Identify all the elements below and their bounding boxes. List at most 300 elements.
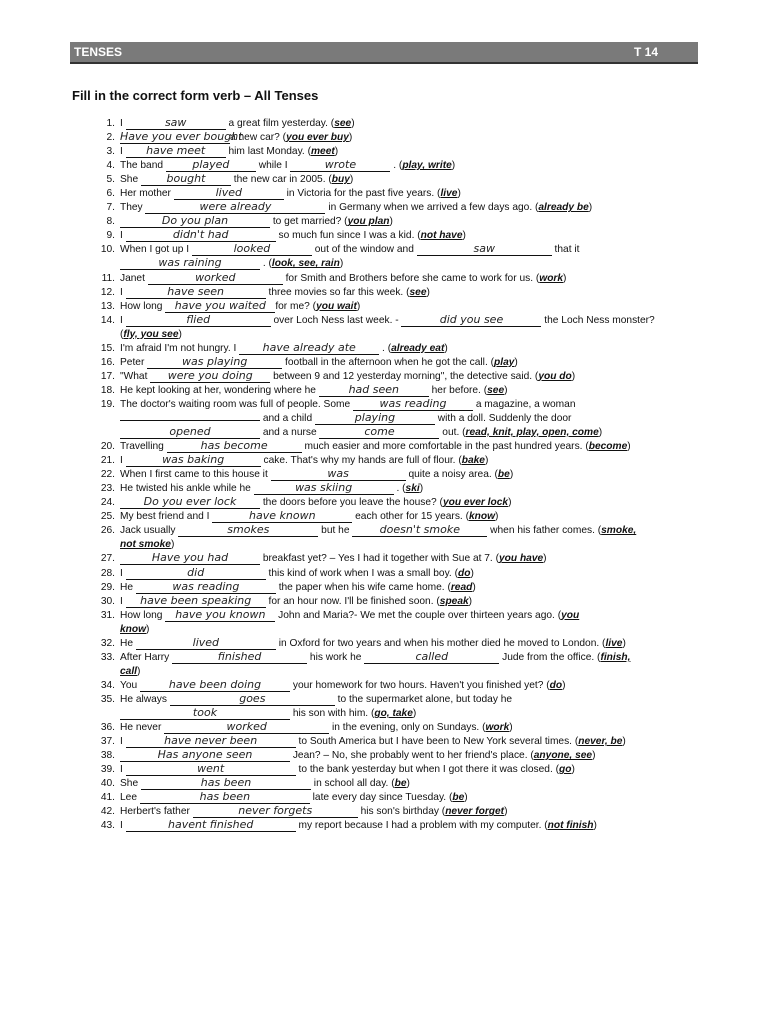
exercise-text: . ( [393, 483, 406, 495]
exercise-continuation [93, 412, 693, 426]
exercise-sentence [120, 623, 693, 637]
exercise-text: ) [339, 258, 344, 270]
answer-blank[interactable]: smokes [178, 524, 318, 537]
answer-blank[interactable]: have seen [126, 286, 266, 299]
answer-blank[interactable]: were already [145, 201, 325, 214]
exercise-text: Jude from the office. ( [499, 651, 601, 663]
exercise-text: Herbert's father [120, 806, 193, 818]
exercise-number: 28. [100, 567, 115, 579]
exercise-row [93, 496, 693, 510]
exercise-row [93, 749, 693, 763]
verb-hint: smoke, [601, 525, 637, 537]
exercise-sentence [120, 145, 693, 159]
answer-blank[interactable]: worked [148, 272, 283, 285]
verb-hint: fly, you see [123, 328, 179, 340]
answer-blank[interactable]: had seen [319, 384, 429, 397]
exercise-text: the Loch Ness monster? [541, 314, 655, 326]
exercise-text: ) [509, 722, 513, 734]
exercise-number: 2. [106, 132, 115, 144]
exercise-text: his son with him. ( [290, 707, 375, 719]
exercise-sentence [120, 342, 693, 356]
exercise-text: for Smith and Brothers before she came to work for us. ( [282, 272, 540, 284]
answer-blank[interactable]: Do you ever lock [120, 496, 260, 509]
verb-hint: not finish [547, 820, 594, 832]
exercise-sentence [120, 159, 693, 173]
exercise-text: my report because I had a problem with my computer. ( [295, 820, 548, 832]
exercise-text: ) [562, 679, 566, 691]
answer-blank[interactable] [120, 420, 260, 421]
exercise-row [93, 173, 693, 187]
exercise-number: 20. [100, 441, 115, 453]
exercise-text: You [120, 679, 141, 691]
answer-blank[interactable]: looked [192, 243, 312, 256]
verb-hint: not have [420, 230, 463, 242]
exercise-text: ) [468, 595, 473, 607]
answer-blank[interactable]: havent finished [126, 819, 296, 832]
exercise-text: ) [351, 118, 355, 129]
answer-blank[interactable]: saw [417, 243, 552, 256]
answer-blank[interactable]: lived [174, 187, 284, 200]
exercise-text: ) [412, 707, 417, 719]
exercise-sentence [120, 791, 693, 805]
exercise-number: 39. [100, 764, 115, 776]
exercise-number-spacer [93, 707, 120, 721]
exercise-text: The doctor's waiting room was full of people. Some [120, 398, 353, 410]
exercise-text: When I got up I [120, 244, 192, 256]
exercise-text: I [120, 595, 126, 607]
exercise-text: He [120, 637, 136, 649]
exercise-text: ) [137, 665, 141, 677]
exercise-text: ) [598, 427, 603, 439]
verb-hint: finish, [600, 651, 631, 663]
exercise-row [93, 609, 693, 623]
exercise-text: ) [178, 328, 182, 340]
verb-hint: see [334, 118, 352, 129]
exercise-number: 29. [100, 581, 115, 593]
exercise-row [93, 356, 693, 370]
exercise-text: ) [389, 216, 393, 228]
verb-hint: you ever lock [442, 497, 509, 509]
exercise-text: ) [464, 792, 468, 804]
exercise-sentence [120, 440, 693, 454]
exercise-number: 26. [100, 525, 115, 537]
exercise-text: She [120, 778, 141, 790]
header-bar [70, 42, 698, 64]
exercise-sentence [120, 581, 693, 595]
exercise-sentence [120, 763, 693, 777]
exercise-text: John and Maria?- We met the couple over thirteen years ago. ( [275, 609, 562, 621]
exercise-text: He twisted his ankle while he [120, 483, 254, 495]
exercise-text: ) [509, 469, 514, 481]
exercise-text: a great film yesterday. ( [225, 118, 335, 129]
exercise-row [93, 117, 693, 131]
exercise-row [93, 187, 693, 201]
exercise-continuation [93, 257, 693, 271]
exercise-text: late every day since Tuesday. ( [309, 792, 453, 804]
verb-hint: already be [538, 202, 589, 214]
exercise-text: My best friend and I [120, 511, 213, 523]
exercise-row [93, 314, 693, 328]
verb-hint: go [559, 764, 572, 776]
exercise-text: Jean? – No, she probably went to her friend's place. ( [290, 750, 534, 762]
exercise-number: 33. [100, 651, 115, 663]
exercise-number: 15. [100, 342, 115, 354]
exercise-row [93, 272, 693, 286]
exercise-text: ) [504, 806, 508, 818]
exercise-text: football in the afternoon when he got the call. ( [282, 356, 495, 368]
answer-blank[interactable]: Do you plan [120, 215, 270, 228]
verb-hint: know [468, 511, 496, 523]
answer-blank[interactable]: wrote [290, 159, 390, 172]
exercise-row [93, 791, 693, 805]
answer-blank[interactable]: saw [126, 117, 226, 130]
answer-blank[interactable]: did [126, 567, 266, 580]
exercise-row [93, 552, 693, 566]
exercise-sentence [120, 173, 693, 187]
answer-blank[interactable]: have you waited [165, 300, 275, 313]
answer-blank[interactable]: goes [170, 693, 335, 706]
exercise-sentence [120, 567, 693, 581]
exercise-text: ) [444, 342, 448, 354]
exercise-row [93, 482, 693, 496]
verb-hint: call [120, 665, 137, 677]
verb-hint: do [549, 679, 563, 691]
exercise-text: the paper when his wife came home. ( [275, 581, 451, 593]
exercise-text: for an hour now. I'll be finished soon. ( [265, 595, 440, 607]
answer-blank[interactable]: did you see [401, 314, 541, 327]
answer-blank[interactable]: was baking [126, 454, 261, 467]
exercise-text: to the supermarket alone, but today he [334, 693, 513, 705]
exercise-number: 16. [100, 356, 115, 368]
exercise-sentence [120, 777, 693, 791]
exercise-text: They [120, 202, 146, 214]
answer-blank[interactable]: has become [167, 440, 302, 453]
exercise-text: ) [146, 623, 150, 635]
exercise-row [93, 370, 693, 384]
exercise-number-spacer [93, 412, 120, 426]
exercise-row [93, 623, 693, 637]
exercise-text: ) [622, 637, 626, 649]
exercise-text: ) [571, 370, 576, 382]
exercise-text: to South America but I have been to New York several times. ( [295, 736, 579, 748]
answer-blank[interactable]: took [120, 707, 290, 720]
answer-blank[interactable]: didn't had [126, 229, 276, 242]
exercise-number: 36. [100, 722, 115, 734]
exercise-text: I [120, 736, 126, 748]
answer-blank[interactable]: have known [212, 510, 352, 523]
exercise-sentence [120, 468, 693, 482]
exercise-row [93, 398, 693, 412]
exercise-number: 41. [100, 792, 115, 804]
exercise-text: Janet [120, 272, 148, 284]
exercise-text: I [120, 146, 126, 158]
exercise-text: Her mother [120, 188, 174, 200]
exercise-sentence [120, 314, 693, 328]
exercise-number: 32. [100, 637, 115, 649]
exercise-row [93, 721, 693, 735]
exercise-text: three movies so far this week. ( [265, 286, 410, 298]
verb-hint: you plan [347, 216, 390, 228]
exercise-text: ) [170, 539, 175, 551]
exercise-row [93, 201, 693, 215]
exercise-sentence [120, 721, 693, 735]
answer-blank[interactable]: finished [172, 651, 307, 664]
exercise-text: Travelling [120, 441, 167, 453]
exercise-text: I [120, 567, 126, 579]
exercise-text: in Victoria for the past five years. ( [283, 188, 441, 200]
exercise-sentence [120, 356, 693, 370]
verb-hint: not smoke [120, 539, 171, 551]
answer-blank[interactable]: have already ate [239, 342, 379, 355]
exercise-sentence [120, 693, 693, 707]
exercise-text: I'm afraid I'm not hungry. I [120, 342, 240, 354]
exercise-row [93, 243, 693, 257]
exercise-text: ) [406, 778, 410, 790]
exercise-number: 35. [100, 693, 115, 705]
exercise-row [93, 595, 693, 609]
exercise-row [93, 384, 693, 398]
exercise-row [93, 229, 693, 243]
exercise-number: 13. [100, 300, 115, 312]
exercise-row [93, 300, 693, 314]
exercise-text: ) [348, 132, 353, 144]
exercise-text: and a nurse [260, 427, 320, 439]
exercise-number: 7. [106, 202, 115, 214]
exercise-text: ) [462, 230, 466, 242]
answer-blank[interactable]: doesn't smoke [352, 524, 487, 537]
exercise-text: to get married? ( [270, 216, 348, 228]
exercise-row [93, 805, 693, 819]
exercise-row [93, 286, 693, 300]
exercise-row [93, 693, 693, 707]
answer-blank[interactable]: called [364, 651, 499, 664]
exercise-sentence [120, 370, 693, 384]
exercise-sentence [120, 819, 693, 833]
answer-blank[interactable]: Have you ever bought [120, 130, 243, 144]
exercise-text: in Oxford for two years and when his mother died he moved to London. ( [275, 637, 606, 649]
exercise-sentence [120, 286, 693, 300]
exercise-number [93, 665, 120, 679]
exercise-text: her before. ( [428, 384, 488, 396]
exercise-text: I [120, 764, 126, 776]
exercise-row [93, 637, 693, 651]
exercise-number: 25. [100, 511, 115, 523]
exercise-text: ( [120, 328, 124, 340]
verb-hint: see [409, 286, 427, 298]
verb-hint: go, take [374, 707, 413, 719]
exercise-row [93, 440, 693, 454]
exercise-row [93, 145, 693, 159]
exercise-text: out. ( [439, 427, 466, 439]
exercise-text: the new car in 2005. ( [230, 174, 332, 186]
exercise-sentence [120, 328, 693, 342]
answer-blank[interactable]: was reading [353, 398, 473, 411]
exercise-text: that it [551, 244, 580, 256]
answer-blank[interactable]: opened [120, 426, 260, 439]
exercise-row [93, 581, 693, 595]
exercise-text: The band [120, 160, 166, 172]
verb-hint: never, be [578, 736, 623, 748]
verb-hint: be [394, 778, 407, 790]
exercise-text: ) [592, 750, 596, 762]
exercise-number: 6. [106, 188, 115, 200]
exercise-number: 8. [106, 216, 115, 228]
answer-blank[interactable]: was [271, 468, 406, 481]
exercise-number: 14. [100, 314, 115, 326]
exercise-continuation [93, 426, 693, 440]
verb-hint: live [605, 637, 623, 649]
verb-hint: be [497, 469, 510, 481]
verb-hint: meet [310, 146, 335, 158]
answer-blank[interactable]: worked [164, 721, 329, 734]
exercise-sentence [120, 595, 693, 609]
exercise-number: 40. [100, 778, 115, 790]
verb-hint: be [452, 792, 465, 804]
exercise-text: ) [334, 146, 339, 158]
exercise-number-spacer [93, 328, 120, 342]
exercise-text: so much fun since I was a kid. ( [275, 230, 421, 242]
exercise-sentence [120, 412, 693, 426]
exercise-row [93, 763, 693, 777]
exercise-number: 43. [100, 820, 115, 832]
exercise-text: Lee [120, 792, 140, 804]
exercise-sentence [120, 805, 693, 819]
exercise-row [93, 567, 693, 581]
verb-hint: bake [461, 455, 485, 467]
answer-blank[interactable]: playing [315, 412, 435, 425]
answer-blank[interactable]: come [319, 426, 439, 439]
exercise-text: ) [349, 174, 354, 186]
exercise-number: 37. [100, 736, 115, 748]
answer-blank[interactable]: went [126, 763, 296, 776]
exercise-text: He always [120, 693, 170, 705]
exercise-row [93, 342, 693, 356]
verb-hint: become [588, 441, 628, 453]
exercise-text: ) [457, 188, 461, 200]
answer-blank[interactable]: have been doing [140, 679, 290, 692]
exercise-text: She [120, 174, 141, 186]
answer-blank[interactable]: was skiing [254, 482, 394, 495]
exercise-number: 12. [100, 286, 115, 298]
verb-hint: speak [439, 595, 469, 607]
exercise-row [93, 159, 693, 173]
verb-hint: you ever buy [286, 132, 349, 144]
answer-blank[interactable]: Has anyone seen [120, 749, 290, 762]
exercise-continuation [93, 707, 693, 721]
exercise-text: I [120, 118, 126, 129]
exercise-text: a magazine, a woman [472, 398, 576, 410]
exercise-text: to the bank yesterday but when I got there it was closed. ( [295, 764, 559, 776]
exercise-number: 30. [100, 595, 115, 607]
exercise-row [93, 454, 693, 468]
exercise-text: ) [627, 441, 631, 453]
header-title: TENSES [74, 45, 123, 59]
answer-blank[interactable]: lived [136, 637, 276, 650]
exercise-number: 10. [100, 244, 115, 256]
answer-blank[interactable]: have meet [126, 145, 226, 158]
answer-blank[interactable]: was playing [147, 356, 282, 369]
exercise-sentence [120, 510, 693, 524]
exercise-row [93, 538, 693, 552]
exercise-number: 4. [106, 160, 115, 172]
verb-hint: do [458, 567, 471, 579]
answer-blank[interactable]: were you doing [150, 370, 270, 383]
answer-blank[interactable]: have been speaking [126, 595, 266, 608]
exercise-sentence [120, 454, 693, 468]
answer-blank[interactable]: have you known [165, 609, 275, 622]
answer-blank[interactable]: has been [141, 777, 311, 790]
exercise-text: ) [419, 483, 424, 495]
exercise-text: ) [563, 272, 567, 284]
exercise-number: 9. [106, 230, 115, 242]
verb-hint: play, write [402, 160, 452, 172]
exercise-number: 23. [100, 483, 115, 495]
answer-blank[interactable]: bought [141, 173, 231, 186]
exercise-text: ) [588, 202, 593, 214]
exercise-text: with a doll. Suddenly the door [434, 412, 572, 424]
answer-blank[interactable]: has been [140, 791, 310, 804]
exercise-number: 34. [100, 679, 115, 691]
exercise-text: this kind of work when I was a small boy. ( [265, 567, 458, 579]
exercise-text: After Harry [120, 651, 173, 663]
verb-hint: ski [405, 483, 420, 495]
exercise-text: over Loch Ness last week. - [270, 314, 402, 326]
exercise-text: him last Monday. ( [225, 146, 311, 158]
exercise-sentence [120, 300, 693, 314]
exercise-text: ) [514, 356, 518, 368]
answer-blank[interactable]: played [166, 159, 256, 172]
exercise-text: ) [543, 553, 547, 565]
answer-blank[interactable]: never forgets [193, 805, 358, 818]
exercise-number: 1. [106, 118, 115, 129]
answer-blank[interactable]: flied [126, 314, 271, 327]
answer-blank[interactable]: was raining [120, 257, 260, 270]
exercise-text: He kept looking at her, wondering where he [120, 384, 319, 396]
exercise-row [93, 777, 693, 791]
exercise-sentence [120, 651, 693, 665]
exercise-text: ) [451, 160, 456, 172]
exercise-number: 18. [100, 384, 115, 396]
exercise-text: Jack usually [120, 525, 179, 537]
exercise-text: his work he [307, 651, 365, 663]
exercise-text: for me? ( [275, 300, 317, 312]
exercise-sentence [120, 524, 693, 538]
exercise-text: I [120, 455, 126, 467]
exercise-text: out of the window and [311, 244, 417, 256]
verb-hint: you [561, 609, 580, 621]
exercise-sentence [120, 398, 693, 412]
exercise-number-spacer [93, 257, 120, 271]
exercise-text: a new car? ( [230, 132, 287, 144]
verb-hint: look, see, rain [271, 258, 340, 270]
exercise-number: 17. [100, 370, 115, 382]
exercise-text: and a child [260, 412, 315, 424]
answer-blank[interactable]: have never been [126, 735, 296, 748]
exercise-row [93, 679, 693, 693]
verb-hint: you have [499, 553, 544, 565]
verb-hint: play [494, 356, 515, 368]
exercise-text: How long [120, 609, 166, 621]
exercise-row [93, 215, 693, 229]
answer-blank[interactable]: Have you had [120, 552, 260, 565]
exercise-text: Peter [120, 356, 148, 368]
exercise-number-spacer [93, 426, 120, 440]
answer-blank[interactable]: was reading [136, 581, 276, 594]
exercise-text: I [120, 286, 126, 298]
exercise-text: How long [120, 300, 166, 312]
exercise-sentence [120, 131, 693, 145]
verb-hint: know [120, 623, 147, 635]
